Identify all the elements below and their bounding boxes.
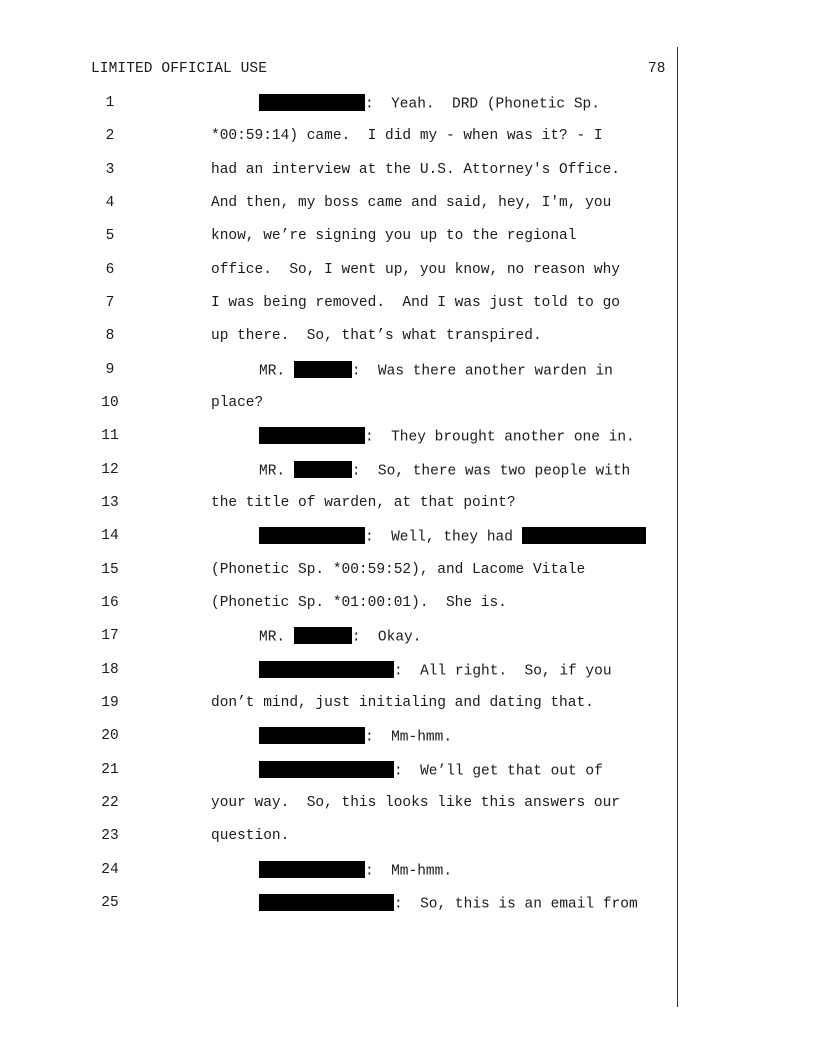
- redaction-block: [259, 861, 365, 878]
- transcript-line: [0, 162, 816, 184]
- line-text: [259, 628, 421, 645]
- line-number: 20: [101, 728, 119, 744]
- line-suffix: : All right. So, if you: [394, 663, 612, 680]
- line-number: 8: [105, 328, 115, 344]
- transcript-line: [0, 695, 816, 717]
- line-text: your way. So, this looks like this answers our: [211, 795, 620, 811]
- line-text: [259, 762, 603, 779]
- redaction-block: [294, 461, 352, 478]
- transcript-line: [0, 128, 816, 150]
- line-suffix: : Yeah. DRD (Phonetic Sp.: [365, 96, 600, 113]
- redaction-block: [259, 427, 365, 444]
- redaction-block: [259, 761, 394, 778]
- line-text: And then, my boss came and said, hey, I'm, you: [211, 195, 612, 211]
- line-text: [259, 362, 613, 379]
- line-text: office. So, I went up, you know, no reason why: [211, 262, 620, 278]
- line-number: 24: [101, 862, 119, 878]
- line-number: 9: [105, 362, 115, 378]
- line-text: [259, 728, 452, 745]
- line-text: [259, 662, 612, 679]
- transcript-line: [0, 728, 816, 750]
- transcript-line: [0, 595, 816, 617]
- line-suffix: : So, there was two people with: [351, 463, 631, 480]
- line-text: [259, 462, 630, 479]
- transcript-line: [0, 395, 816, 417]
- transcript-line: [0, 795, 816, 817]
- redaction-block: [522, 527, 646, 544]
- redaction-block: [294, 627, 352, 644]
- transcript-line: [0, 462, 816, 484]
- line-suffix: : Okay.: [351, 629, 422, 646]
- line-number: 10: [101, 395, 119, 411]
- line-suffix: : Mm-hmm.: [365, 863, 453, 880]
- line-text: know, we’re signing you up to the regional: [211, 228, 577, 244]
- line-number: 21: [101, 762, 119, 778]
- line-text: [259, 895, 638, 912]
- line-number: 15: [101, 562, 119, 578]
- line-number: 11: [101, 428, 119, 444]
- line-number: 5: [105, 228, 115, 244]
- line-number: 18: [101, 662, 119, 678]
- line-text: (Phonetic Sp. *01:00:01). She is.: [211, 595, 507, 611]
- line-text: [259, 862, 452, 879]
- line-text: the title of warden, at that point?: [211, 495, 516, 511]
- transcript-line: [0, 895, 816, 917]
- line-number: 23: [101, 828, 119, 844]
- transcript-line: [0, 662, 816, 684]
- redaction-block: [294, 361, 352, 378]
- page-number: 78: [648, 61, 666, 77]
- transcript-line: [0, 295, 816, 317]
- line-suffix: : We’ll get that out of: [394, 763, 603, 780]
- transcript-line: [0, 362, 816, 384]
- line-text: question.: [211, 828, 290, 844]
- line-number: 7: [105, 295, 115, 311]
- line-suffix: : So, this is an email from: [394, 896, 638, 913]
- line-prefix: MR.: [259, 629, 294, 646]
- line-prefix: MR.: [259, 363, 294, 380]
- line-suffix: : They brought another one in.: [365, 429, 635, 446]
- line-prefix: MR.: [259, 463, 294, 480]
- transcript-line: [0, 528, 816, 550]
- line-number: 17: [101, 628, 119, 644]
- transcript-line: [0, 328, 816, 350]
- line-text: (Phonetic Sp. *00:59:52), and Lacome Vitale: [211, 562, 586, 578]
- line-suffix: : Was there another warden in: [351, 363, 613, 380]
- line-text: don’t mind, just initialing and dating that.: [211, 695, 594, 711]
- line-text: I was being removed. And I was just told to go: [211, 295, 620, 311]
- transcript-line: [0, 762, 816, 784]
- line-text: [259, 428, 635, 445]
- redaction-block: [259, 94, 365, 111]
- transcript-line: [0, 95, 816, 117]
- redaction-block: [259, 527, 365, 544]
- line-text: [259, 95, 600, 112]
- line-number: 1: [105, 95, 115, 111]
- redaction-block: [259, 661, 394, 678]
- line-suffix: : Mm-hmm.: [365, 729, 453, 746]
- line-number: 2: [105, 128, 115, 144]
- transcript-line: [0, 862, 816, 884]
- classification-header: LIMITED OFFICIAL USE: [91, 61, 268, 77]
- line-number: 12: [101, 462, 119, 478]
- redaction-block: [259, 894, 394, 911]
- redaction-block: [259, 727, 365, 744]
- line-suffix: : Well, they had: [365, 529, 522, 546]
- line-text: [259, 528, 646, 545]
- line-number: 6: [105, 262, 115, 278]
- transcript-line: [0, 828, 816, 850]
- line-number: 25: [101, 895, 119, 911]
- line-number: 22: [101, 795, 119, 811]
- line-number: 14: [101, 528, 119, 544]
- line-text: *00:59:14) came. I did my - when was it? - I: [211, 128, 603, 144]
- transcript-line: [0, 262, 816, 284]
- line-text: place?: [211, 395, 264, 411]
- transcript-line: [0, 628, 816, 650]
- transcript-line: [0, 228, 816, 250]
- transcript-line: [0, 562, 816, 584]
- line-text: up there. So, that’s what transpired.: [211, 328, 542, 344]
- line-number: 4: [105, 195, 115, 211]
- line-text: had an interview at the U.S. Attorney's Office.: [211, 162, 620, 178]
- transcript-line: [0, 428, 816, 450]
- transcript-line: [0, 195, 816, 217]
- line-number: 13: [101, 495, 119, 511]
- line-number: 3: [105, 162, 115, 178]
- line-number: 19: [101, 695, 119, 711]
- transcript-line: [0, 495, 816, 517]
- line-number: 16: [101, 595, 119, 611]
